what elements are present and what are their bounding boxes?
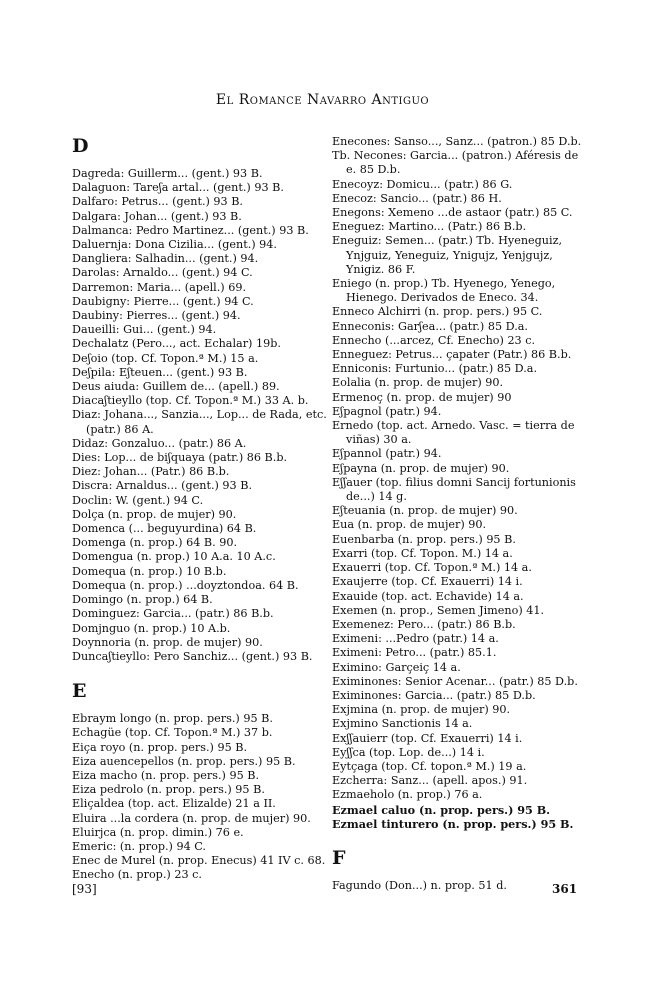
index-entry: Eʃpannol (patr.) 94. [332, 447, 442, 461]
index-entry: Eʃʃauer (top. filius domni Sancij fortunionis de...) 14 g. [332, 475, 576, 504]
index-entry: Exʃʃauierr (top. Cf. Exauerri) 14 i. [332, 731, 523, 745]
index-entry: Eiza pedrolo (n. prop. pers.) 95 B. [72, 783, 265, 797]
index-entry: Exaujerre (top. Cf. Exauerri) 14 i. [332, 575, 523, 589]
index-entry: Dalmanca: Pedro Martinez... (gent.) 93 B. [72, 223, 309, 237]
index-entry: Eximinones: Garcia... (patr.) 85 D.b. [332, 688, 536, 702]
index-entry: Eximinones: Senior Acenar... (patr.) 85 D.b. [332, 674, 578, 688]
left-column [72, 135, 327, 883]
index-entry: Exauerri (top. Cf. Topon.ª M.) 14 a. [332, 561, 532, 575]
index-entry: Enneco Alchirri (n. prop. pers.) 95 C. [332, 305, 543, 319]
index-entry: Daueilli: Gui... (gent.) 94. [72, 323, 217, 337]
section-letter-heading: D [72, 135, 89, 157]
index-entry: Enecoz: Sancio... (patr.) 86 H. [332, 191, 502, 205]
index-entry: Eiça royo (n. prop. pers.) 95 B. [72, 740, 248, 754]
index-entry: Exjmina (n. prop. de mujer) 90. [332, 703, 511, 717]
index-entry: Duncaʃtieyllo: Pero Sanchiz... (gent.) 93 B. [72, 649, 313, 663]
index-entry: Eximeni: Petro... (patr.) 85.1. [332, 646, 497, 660]
index-entry: Enniconis: Furtunio... (patr.) 85 D.a. [332, 362, 538, 376]
index-entry: Eximeni: ...Pedro (patr.) 14 a. [332, 632, 499, 646]
index-entry: Eniego (n. prop.) Tb. Hyenego, Yenego, Hienego. Derivados de Eneco. 34. [332, 277, 556, 305]
index-entry: Ermenoç (n. prop. de mujer) 90 [332, 390, 512, 404]
index-entry: Exauide (top. act. Echavide) 14 a. [332, 589, 524, 603]
index-entry: Eiza auencepellos (n. prop. pers.) 95 B. [72, 754, 296, 768]
index-entry: Doclin: W. (gent.) 94 C. [72, 493, 204, 507]
index-entry: Deʃpila: Eʃteuen... (gent.) 93 B. [72, 365, 248, 379]
index-entry: Ezmael tinturero (n. prop. pers.) 95 B. [332, 816, 574, 831]
index-entry: Dalaguon: Tareʃa artal... (gent.) 93 B. [72, 181, 284, 195]
index-entry: Enec de Murel (n. prop. Enecus) 41 IV c. 68. [72, 854, 326, 868]
index-entry: Eiza macho (n. prop. pers.) 95 B. [72, 768, 260, 782]
index-entry: Discra: Arnaldus... (gent.) 93 B. [72, 479, 253, 493]
index-entry: Enecones: Sanso..., Sanz... (patron.) 85 D.b. [332, 135, 582, 148]
index-entry: Fagundo (Don...) n. prop. 51 d. [332, 878, 507, 892]
index-entry: Domenga (n. prop.) 64 B. 90. [72, 536, 238, 550]
index-entry: Echagüe (top. Cf. Topon.ª M.) 37 b. [72, 726, 273, 740]
index-entry: Eneguiz: Semen... (patr.) Tb. Hyeneguiz, Ynjguiz, Yeneguiz, Ynigujz, Yenjgujz, Ynigiz. 86 F. [332, 234, 563, 276]
footer-bracket-page-number: [93] [72, 882, 97, 896]
index-entry: Eʃpagnol (patr.) 94. [332, 404, 442, 418]
index-entry: Exarri (top. Cf. Topon. M.) 14 a. [332, 546, 513, 560]
index-entry: Dies: Lop... de biʃquaya (patr.) 86 B.b. [72, 451, 288, 465]
running-head: El Romance Navarro Antiguo [215, 92, 430, 108]
right-column [332, 135, 587, 893]
index-entry: Daluernja: Dona Cizilia... (gent.) 94. [72, 238, 277, 252]
index-entry: Dagreda: Guillerm... (gent.) 93 B. [72, 167, 263, 180]
index-entry: Diez: Johan... (Patr.) 86 B.b. [72, 465, 230, 479]
index-entry: Domenca (... beguyurdina) 64 B. [72, 522, 257, 536]
index-entry: Enneconis: Garʃea... (patr.) 85 D.a. [332, 319, 528, 333]
index-entry: Domequa (n. prop.) 10 B.b. [72, 564, 227, 578]
index-entry: Darolas: Arnaldo... (gent.) 94 C. [72, 266, 253, 280]
index-entry: Daubiny: Pierres... (gent.) 94. [72, 309, 241, 323]
index-entry: Eliçaldea (top. act. Elizalde) 21 a II. [72, 797, 276, 811]
index-entry: Exjmino Sanctionis 14 a. [332, 717, 473, 731]
index-entry: Dalgara: Johan... (gent.) 93 B. [72, 209, 242, 223]
index-entry: Enecoyz: Domicu... (patr.) 86 G. [332, 177, 513, 191]
index-entry: Enegons: Xemeno ...de astaor (patr.) 85 C. [332, 206, 573, 220]
index-entry: Diacaʃtieyllo (top. Cf. Topon.ª M.) 33 A. b. [72, 394, 309, 408]
index-entry: Tb. Necones: Garcia... (patron.) Aféresis de e. 85 D.b. [332, 149, 579, 177]
index-entry: Eolalia (n. prop. de mujer) 90. [332, 376, 504, 390]
index-entry: Ennecho (...arcez, Cf. Enecho) 23 c. [332, 333, 536, 347]
index-entry: Dalfaro: Petrus... (gent.) 93 B. [72, 195, 243, 209]
index-entry: Diaz: Johana..., Sanzia..., Lop... de Rada, etc. (patr.) 86 A. [72, 408, 327, 436]
index-entry: Domengua (n. prop.) 10 A.a. 10 A.c. [72, 550, 276, 564]
index-entry: Deus aiuda: Guillem de... (apell.) 89. [72, 380, 280, 394]
index-entry: Ebraym longo (n. prop. pers.) 95 B. [72, 712, 273, 726]
index-entry: Ernedo (top. act. Arnedo. Vasc. = tierra de viñas) 30 a. [332, 419, 575, 447]
index-entry: Exemenez: Pero... (patr.) 86 B.b. [332, 617, 516, 631]
index-entry: Dominguez: Garcia... (patr.) 86 B.b. [72, 607, 274, 621]
index-entry: Darremon: Maria... (apell.) 69. [72, 280, 247, 294]
index-entry: Enecho (n. prop.) 23 c. [72, 868, 202, 882]
index-entry: Didaz: Gonzaluo... (patr.) 86 A. [72, 436, 247, 450]
index-entry: Eyʃʃca (top. Lop. de...) 14 i. [332, 745, 485, 759]
index-entry: Eʃpayna (n. prop. de mujer) 90. [332, 461, 510, 475]
index-entry: Eʃteuania (n. prop. de mujer) 90. [332, 504, 518, 518]
section-letter-heading: E [72, 680, 87, 703]
index-entry: Domingo (n. prop.) 64 B. [72, 593, 213, 607]
index-entry: Ezcherra: Sanz... (apell. apos.) 91. [332, 774, 528, 788]
index-entry: Domequa (n. prop.) ...doyztondoa. 64 B. [72, 578, 299, 592]
section-letter-heading: F [332, 846, 346, 869]
index-entry: Enneguez: Petrus... çapater (Patr.) 86 B.b. [332, 348, 572, 362]
page-number: 361 [552, 882, 578, 896]
index-entry: Ezmaeholo (n. prop.) 76 a. [332, 788, 483, 802]
index-entry: Daubigny: Pierre... (gent.) 94 C. [72, 294, 254, 308]
index-entry: Eluira ...la cordera (n. prop. de mujer) 90. [72, 811, 311, 825]
index-entry: Emeric: (n. prop.) 94 C. [72, 839, 206, 853]
index-entry: Eytçaga (top. Cf. topon.ª M.) 19 a. [332, 759, 527, 773]
index-entry: Ezmael caluo (n. prop. pers.) 95 B. [332, 802, 551, 817]
index-entry: Exemen (n. prop., Semen Jimeno) 41. [332, 603, 545, 617]
index-entry: Euenbarba (n. prop. pers.) 95 B. [332, 532, 516, 546]
index-entry: Dangliera: Salhadin... (gent.) 94. [72, 252, 259, 266]
index-entry: Doynnoria (n. prop. de mujer) 90. [72, 635, 263, 649]
index-entry: Eluirjca (n. prop. dimin.) 76 e. [72, 825, 244, 839]
index-entry: Deʃoio (top. Cf. Topon.ª M.) 15 a. [72, 351, 259, 365]
index-entry: Eua (n. prop. de mujer) 90. [332, 518, 487, 532]
index-entry: Domjnguo (n. prop.) 10 A.b. [72, 621, 231, 635]
index-entry: Dolça (n. prop. de mujer) 90. [72, 507, 237, 521]
index-entry: Eximino: Garçeiç 14 a. [332, 660, 461, 674]
index-entry: Eneguez: Martino... (Patr.) 86 B.b. [332, 220, 527, 234]
index-entry: Dechalatz (Pero..., act. Echalar) 19b. [72, 337, 281, 351]
